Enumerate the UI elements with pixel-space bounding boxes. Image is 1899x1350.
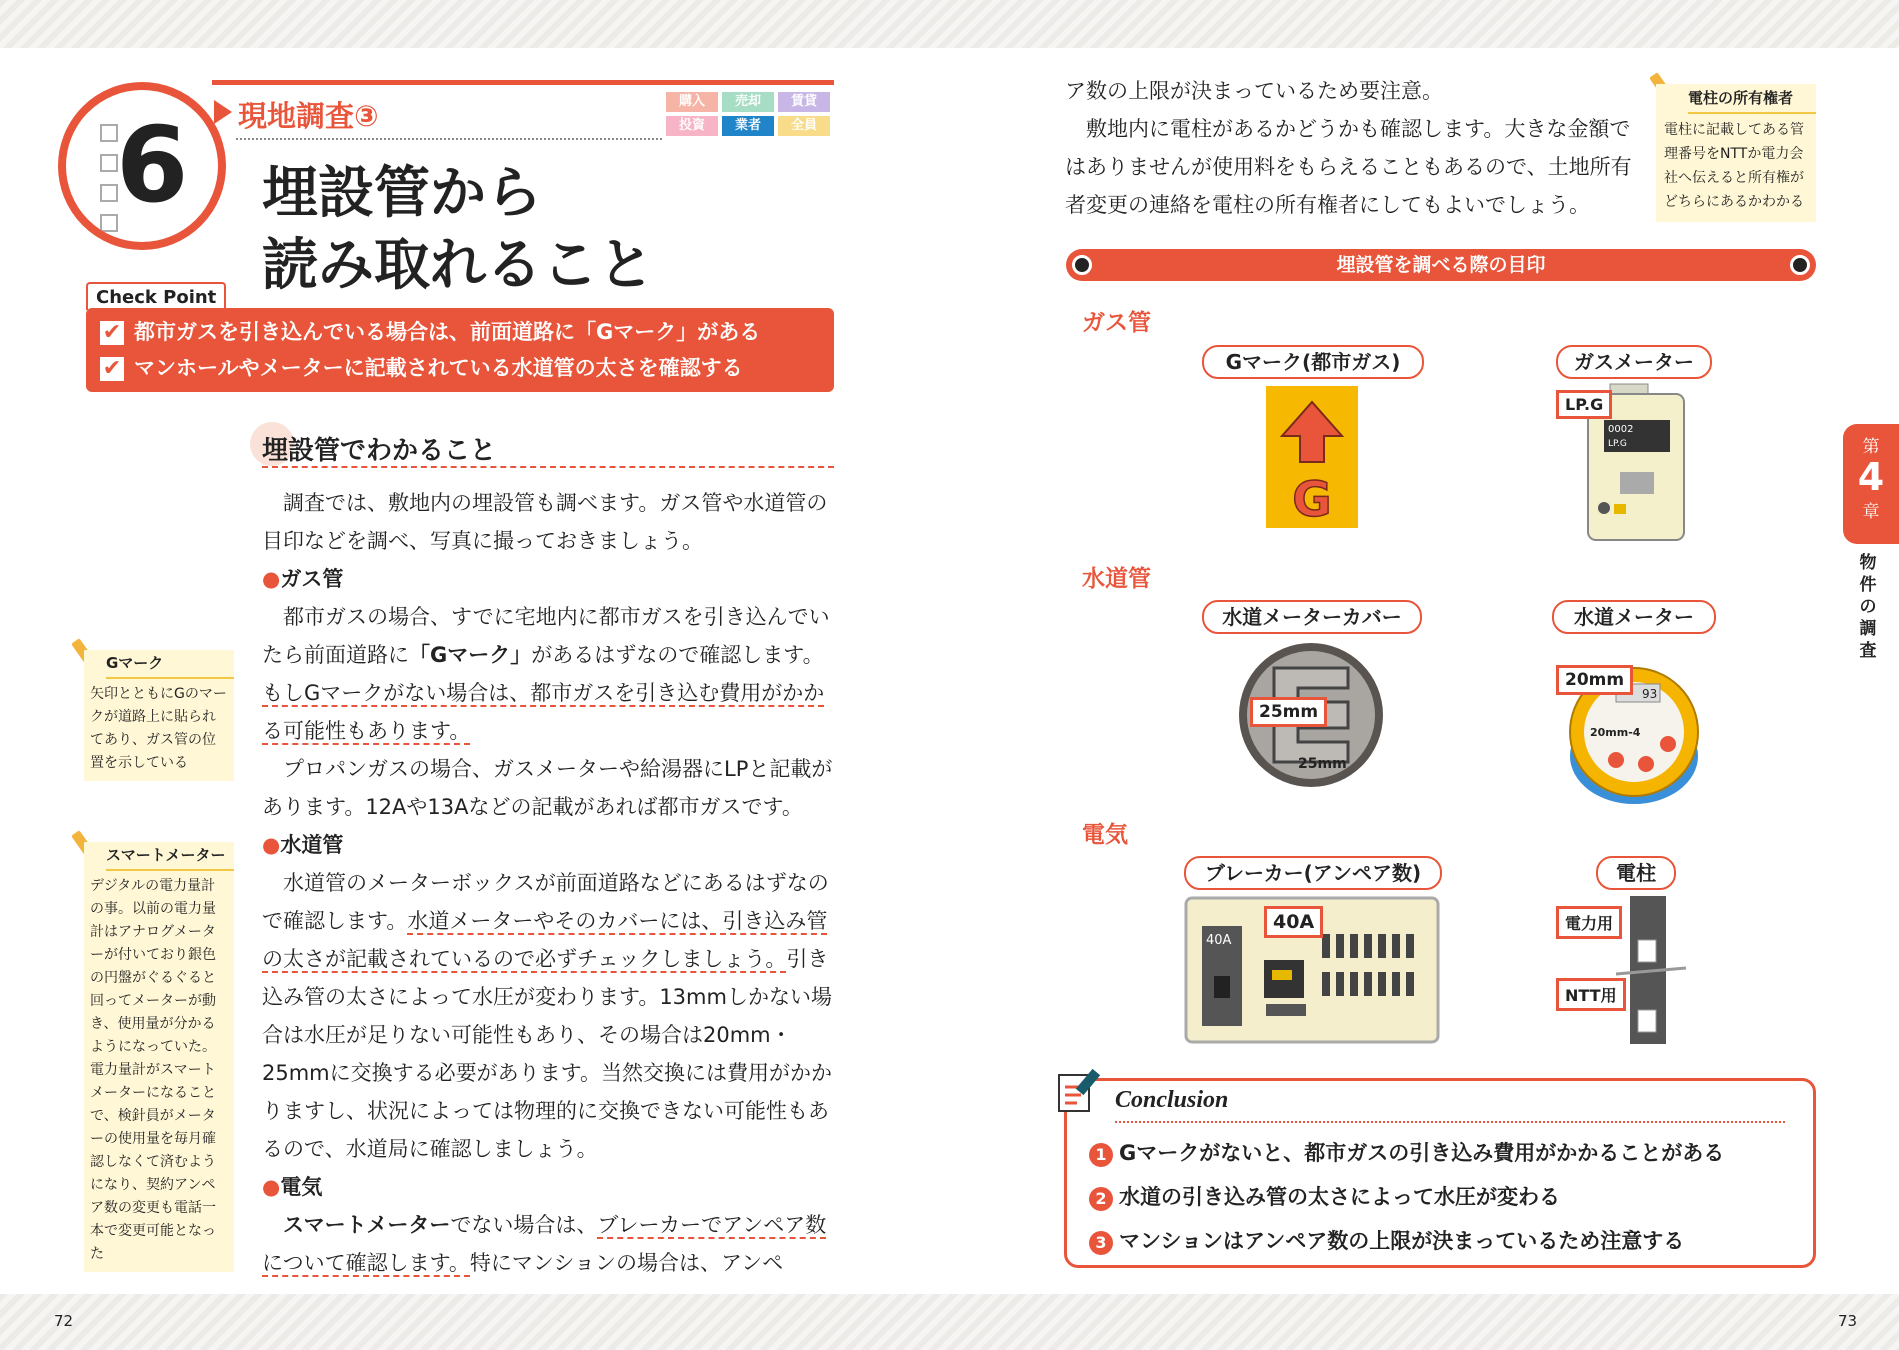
diagram-banner: 埋設管を調べる際の目印 (1066, 249, 1816, 281)
tag-sell: 売却 (722, 92, 774, 112)
subheading: 埋設管でわかること (262, 436, 497, 466)
sub-breaker-indicator (1272, 970, 1292, 980)
callout-20mm: 20mm (1556, 665, 1633, 695)
gas-meter-label-plate (1620, 472, 1654, 494)
gas-meter-digits: 0002 (1608, 424, 1634, 435)
label-water-meter: 水道メーター (1552, 600, 1716, 634)
sub-breaker-plate (1266, 1004, 1306, 1016)
note-pole-owner (1656, 84, 1816, 222)
note-title: Gマーク (106, 652, 234, 679)
meter-subdial (1660, 736, 1676, 752)
right-body-text (1065, 72, 1645, 224)
circuit-switch (1392, 934, 1400, 958)
electric-heading: ●電気 (262, 1175, 323, 1199)
meter-subdial (1608, 752, 1624, 768)
callout-40a: 40A (1264, 906, 1323, 938)
bottom-border (0, 1294, 1899, 1350)
conclusion-item: 1 Gマークがないと、都市ガスの引き込み費用がかかることがある (1089, 1137, 1724, 1167)
circuit-switch (1322, 972, 1330, 996)
circuit-switch (1364, 972, 1372, 996)
ring-icon (1790, 255, 1810, 275)
intro-paragraph: 調査では、敷地内の埋設管も調べます。ガス管や水道管の目印などを調べ、写真に撮っておきましょう。 (262, 491, 828, 553)
conclusion-item: 3 マンションはアンペア数の上限が決まっているため注意する (1089, 1225, 1684, 1255)
tag-agent: 業者 (722, 116, 774, 136)
checkpoint-label: Check Point (86, 282, 226, 310)
note-body: 矢印とともにGのマークが道路上に貼られてあり、ガス管の位置を示している (90, 686, 227, 771)
circuit-switch (1322, 934, 1330, 958)
note-title: スマートメーター (106, 844, 234, 871)
triangle-icon (214, 100, 232, 124)
conclusion-underline (1115, 1121, 1785, 1123)
title-line-1: 埋設管から (262, 161, 542, 226)
callout-ntt: NTT用 (1556, 978, 1626, 1011)
section-emblem (58, 82, 226, 250)
ring-icon (1072, 255, 1092, 275)
section-kicker: 現地調査③ (238, 99, 379, 133)
title-line-2: 読み取れること (262, 233, 654, 298)
conclusion-title: Conclusion (1115, 1087, 1229, 1113)
gas-heading: ●ガス管 (262, 567, 344, 591)
note-body: 電柱に記載してある管理番号をNTTか電力会社へ伝えると所有権がどちらにあるかわかる (1664, 122, 1804, 210)
gas-meter-sub-label: LP.G (1608, 439, 1627, 449)
electric-paragraph: スマートメーターでない場合は、ブレーカーでアンペア数について確認します。特にマンションの場合は、アンペ (262, 1213, 827, 1275)
tag-rent: 賃貸 (778, 92, 830, 112)
meter-counter-digits: 93 (1642, 687, 1658, 701)
note-smart-meter (84, 842, 234, 1272)
title-rule (212, 80, 834, 85)
meter-dial-label: 20mm-4 (1590, 726, 1641, 739)
circuit-switch (1350, 934, 1358, 958)
pole-plate-power (1638, 940, 1656, 962)
gas-meter-indicator (1614, 504, 1626, 514)
checkpoint-item: ✔ 都市ガスを引き込んでいる場合は、前面道路に「Gマーク」がある (100, 316, 760, 346)
circuit-switch (1336, 934, 1344, 958)
category-water: 水道管 (1082, 560, 1151, 593)
memo-icon (1055, 1067, 1103, 1115)
chapter-prefix: 第 (1862, 437, 1880, 457)
circuit-switch (1350, 972, 1358, 996)
category-gas: ガス管 (1082, 304, 1151, 337)
tag-invest: 投資 (666, 116, 718, 136)
note-body: デジタルの電力量計の事。以前の電力量計はアナログメーターが付いており銀色の円盤がぐるぐると回ってメーターが動き、使用量が分かるようになっていた。電力量計がスマートメーターになることで、検針員がメーターの使用量を毎月確認しなくて済むようになり、契約アンペア数の変更も電話一本で変更可能となった (90, 878, 216, 1262)
kicker-underline (236, 138, 662, 140)
callout-lpg: LP.G (1556, 390, 1612, 419)
page-title (262, 158, 654, 302)
check-icon: ✔ (100, 357, 124, 381)
tag-buy: 購入 (666, 92, 718, 112)
chapter-suffix: 章 (1862, 502, 1880, 522)
category-electric: 電気 (1082, 816, 1128, 849)
meter-subdial (1638, 756, 1654, 772)
conclusion-box (1064, 1078, 1816, 1268)
label-breaker: ブレーカー(アンペア数) (1184, 856, 1442, 890)
pole-plate-ntt (1638, 1010, 1656, 1032)
gas-paragraph-1: 都市ガスの場合、すでに宅地内に都市ガスを引き込んでいたら前面道路に「Gマーク」があるはずなので確認します。もしGマークがない場合は、都市ガスを引き込む費用がかかる可能性もあります。 (262, 605, 830, 743)
note-title: 電柱の所有権者 (1688, 86, 1816, 114)
label-pole: 電柱 (1596, 856, 1676, 890)
chapter-subtitle: 物件の調査 (1859, 553, 1877, 661)
circuit-switch (1336, 972, 1344, 996)
circuit-switch (1364, 934, 1372, 958)
checkpoint-item: ✔ マンホールやメーターに記載されている水道管の太さを確認する (100, 352, 743, 382)
label-water-cover: 水道メーターカバー (1202, 600, 1422, 634)
water-heading: ●水道管 (262, 833, 344, 857)
gmark-illustration (1266, 386, 1358, 528)
continued-paragraph: ア数の上限が決まっているため要注意。 (1065, 79, 1443, 103)
gas-meter-button (1598, 502, 1610, 514)
page-number-left: 72 (54, 1312, 74, 1330)
circuit-switch (1378, 972, 1386, 996)
subheading-underline (262, 466, 834, 468)
label-gas-meter: ガスメーター (1556, 345, 1712, 379)
breaker-switch (1214, 976, 1230, 998)
chapter-number: 4 (1857, 455, 1885, 499)
page-number-right: 73 (1838, 1312, 1858, 1330)
water-paragraph: 水道管のメーターボックスが前面道路などにあるはずなので確認します。水道メーターやそのカバーには、引き込み管の太さが記載されているので必ずチェックしましょう。引き込み管の太さによって水圧が変わります。13mmしかない場合は水圧が足りない可能性もあり、その場合は20mm・25mmに交換する必要があります。当然交換には費用がかかりますし、状況によっては物理的に交換できない可能性もあるので、水道局に確認しましょう。 (262, 871, 832, 1161)
tag-all: 全員 (778, 116, 830, 136)
circuit-switch (1392, 972, 1400, 996)
body-text (262, 484, 836, 1282)
pole-paragraph: 敷地内に電柱があるかどうかも確認します。大きな金額ではありませんが使用料をもらえることもあるので、土地所有者変更の連絡を電柱の所有権者にしてもよいでしょう。 (1065, 117, 1632, 217)
conclusion-item: 2 水道の引き込み管の太さによって水圧が変わる (1089, 1181, 1560, 1211)
callout-25mm: 25mm (1250, 697, 1327, 727)
gas-paragraph-2: プロパンガスの場合、ガスメーターや給湯器にLPと記載があります。12Aや13Aなどの記載があれば都市ガスです。 (262, 757, 833, 819)
check-icon: ✔ (100, 321, 124, 345)
gmark-letter: G (1292, 472, 1332, 528)
top-border (0, 0, 1899, 48)
section-number: 6 (116, 104, 189, 226)
label-gmark: Gマーク(都市ガス) (1202, 345, 1424, 379)
main-breaker-label: 40A (1206, 933, 1232, 948)
circuit-switch (1406, 972, 1414, 996)
checkpoint-box (86, 308, 834, 392)
chapter-tab[interactable] (1843, 424, 1899, 544)
circuit-switch (1406, 934, 1414, 958)
audience-tags (666, 92, 836, 136)
cover-engraving: 25mm (1298, 756, 1347, 772)
callout-power: 電力用 (1556, 906, 1622, 939)
note-gmark (84, 650, 234, 781)
circuit-switch (1378, 934, 1386, 958)
